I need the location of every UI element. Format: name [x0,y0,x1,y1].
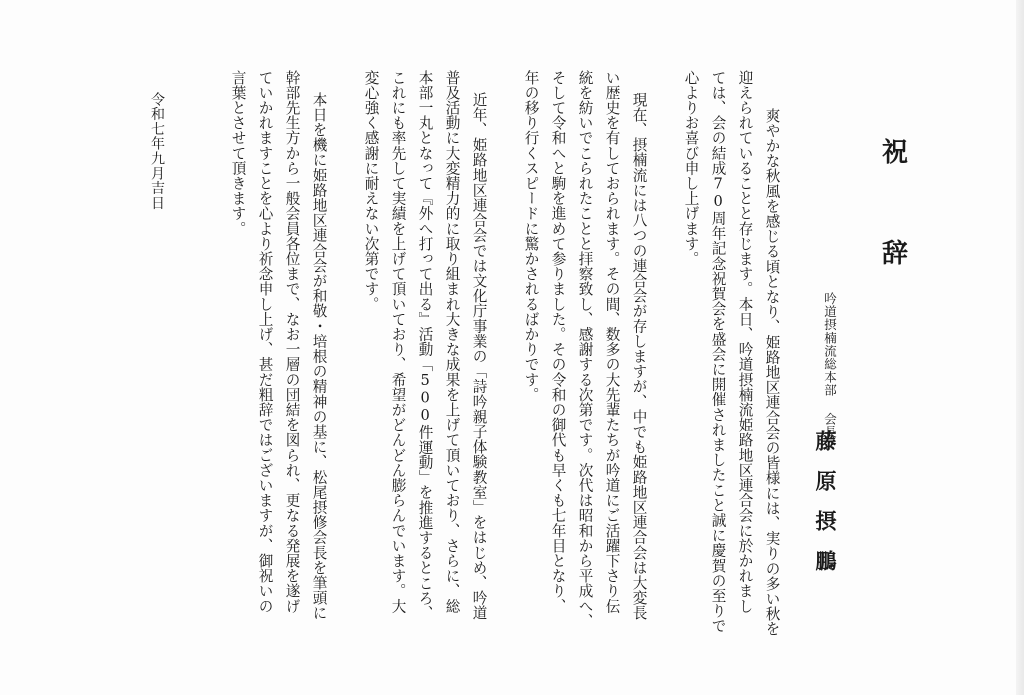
body-column-4: 心よりお喜び申し上げます。 [682,70,700,267]
body-column-18: 言葉とさせて頂きます。 [229,70,247,237]
page-edge [1016,0,1024,695]
body-column-8: そして令和へと駒を進めて参りました。その令和の御代も早くも七年目となり、 [549,70,567,614]
body-column-5: 現在、摂楠流には八つの連合会が存しますが、中でも姫路地区連合会は大変長 [630,92,648,621]
body-column-2: 迎えられていることと存じます。本日、吟道摂楠流姫路地区連合会に於かれまし [736,70,754,614]
body-column-1: 爽やかな秋風を感じる頃となり、姫路地区連合会の皆様には、実りの多い秋を [763,108,781,637]
title-char-1: 祝 [882,138,909,168]
body-column-3: ては、会の結成70周年記念祝賀会を盛会に開催されましたこと誠に慶賀の至りで [709,70,727,634]
body-column-17: ていかれますことを心より祈念申し上げ、甚だ粗辞ではございますが、御祝いの [256,70,274,614]
body-column-7: 統を紡いでこられたことと拝察致し、感謝する次第です。次代は昭和から平成へ、 [576,70,594,629]
body-column-13: これにも率先して実績を上げて頂いており、希望がどんどん膨らんでいます。大 [389,70,407,614]
date: 令和七年九月吉日 [149,92,165,211]
title-char-2: 辞 [882,239,909,269]
body-column-15: 本日を機に姫路地区連合会が和敬・培根の精神の基に、松尾摂修会長を筆頭に [310,92,328,621]
author-name: 藤原摂鵬 [813,430,838,590]
author-position: 吟道摂楠流総本部 会長 [822,292,838,439]
body-column-16: 幹部先生方から一般会員各位まで、なお一層の団結を図られ、更なる発展を遂げ [283,70,301,614]
body-column-6: い歴史を有しておられます。その間、数多の大先輩たちが吟道にご活躍下さり伝 [603,70,621,614]
body-column-9: 年の移り行くスピードに驚かされるばかりです。 [522,70,540,403]
body-column-11: 普及活動に大変精力的に取り組まれ大きな成果を上げて頂いており、さらに、総 [443,70,461,614]
body-column-10: 近年、姫路地区連合会では文化庁事業の「詩吟親子体験教室」をはじめ、吟道 [470,92,488,621]
body-column-12: 本部一丸となって『外へ打って出る』活動「500件運動」を推進するところ、 [416,70,434,621]
body-column-14: 変心強く感謝に耐えない次第です。 [362,70,380,312]
